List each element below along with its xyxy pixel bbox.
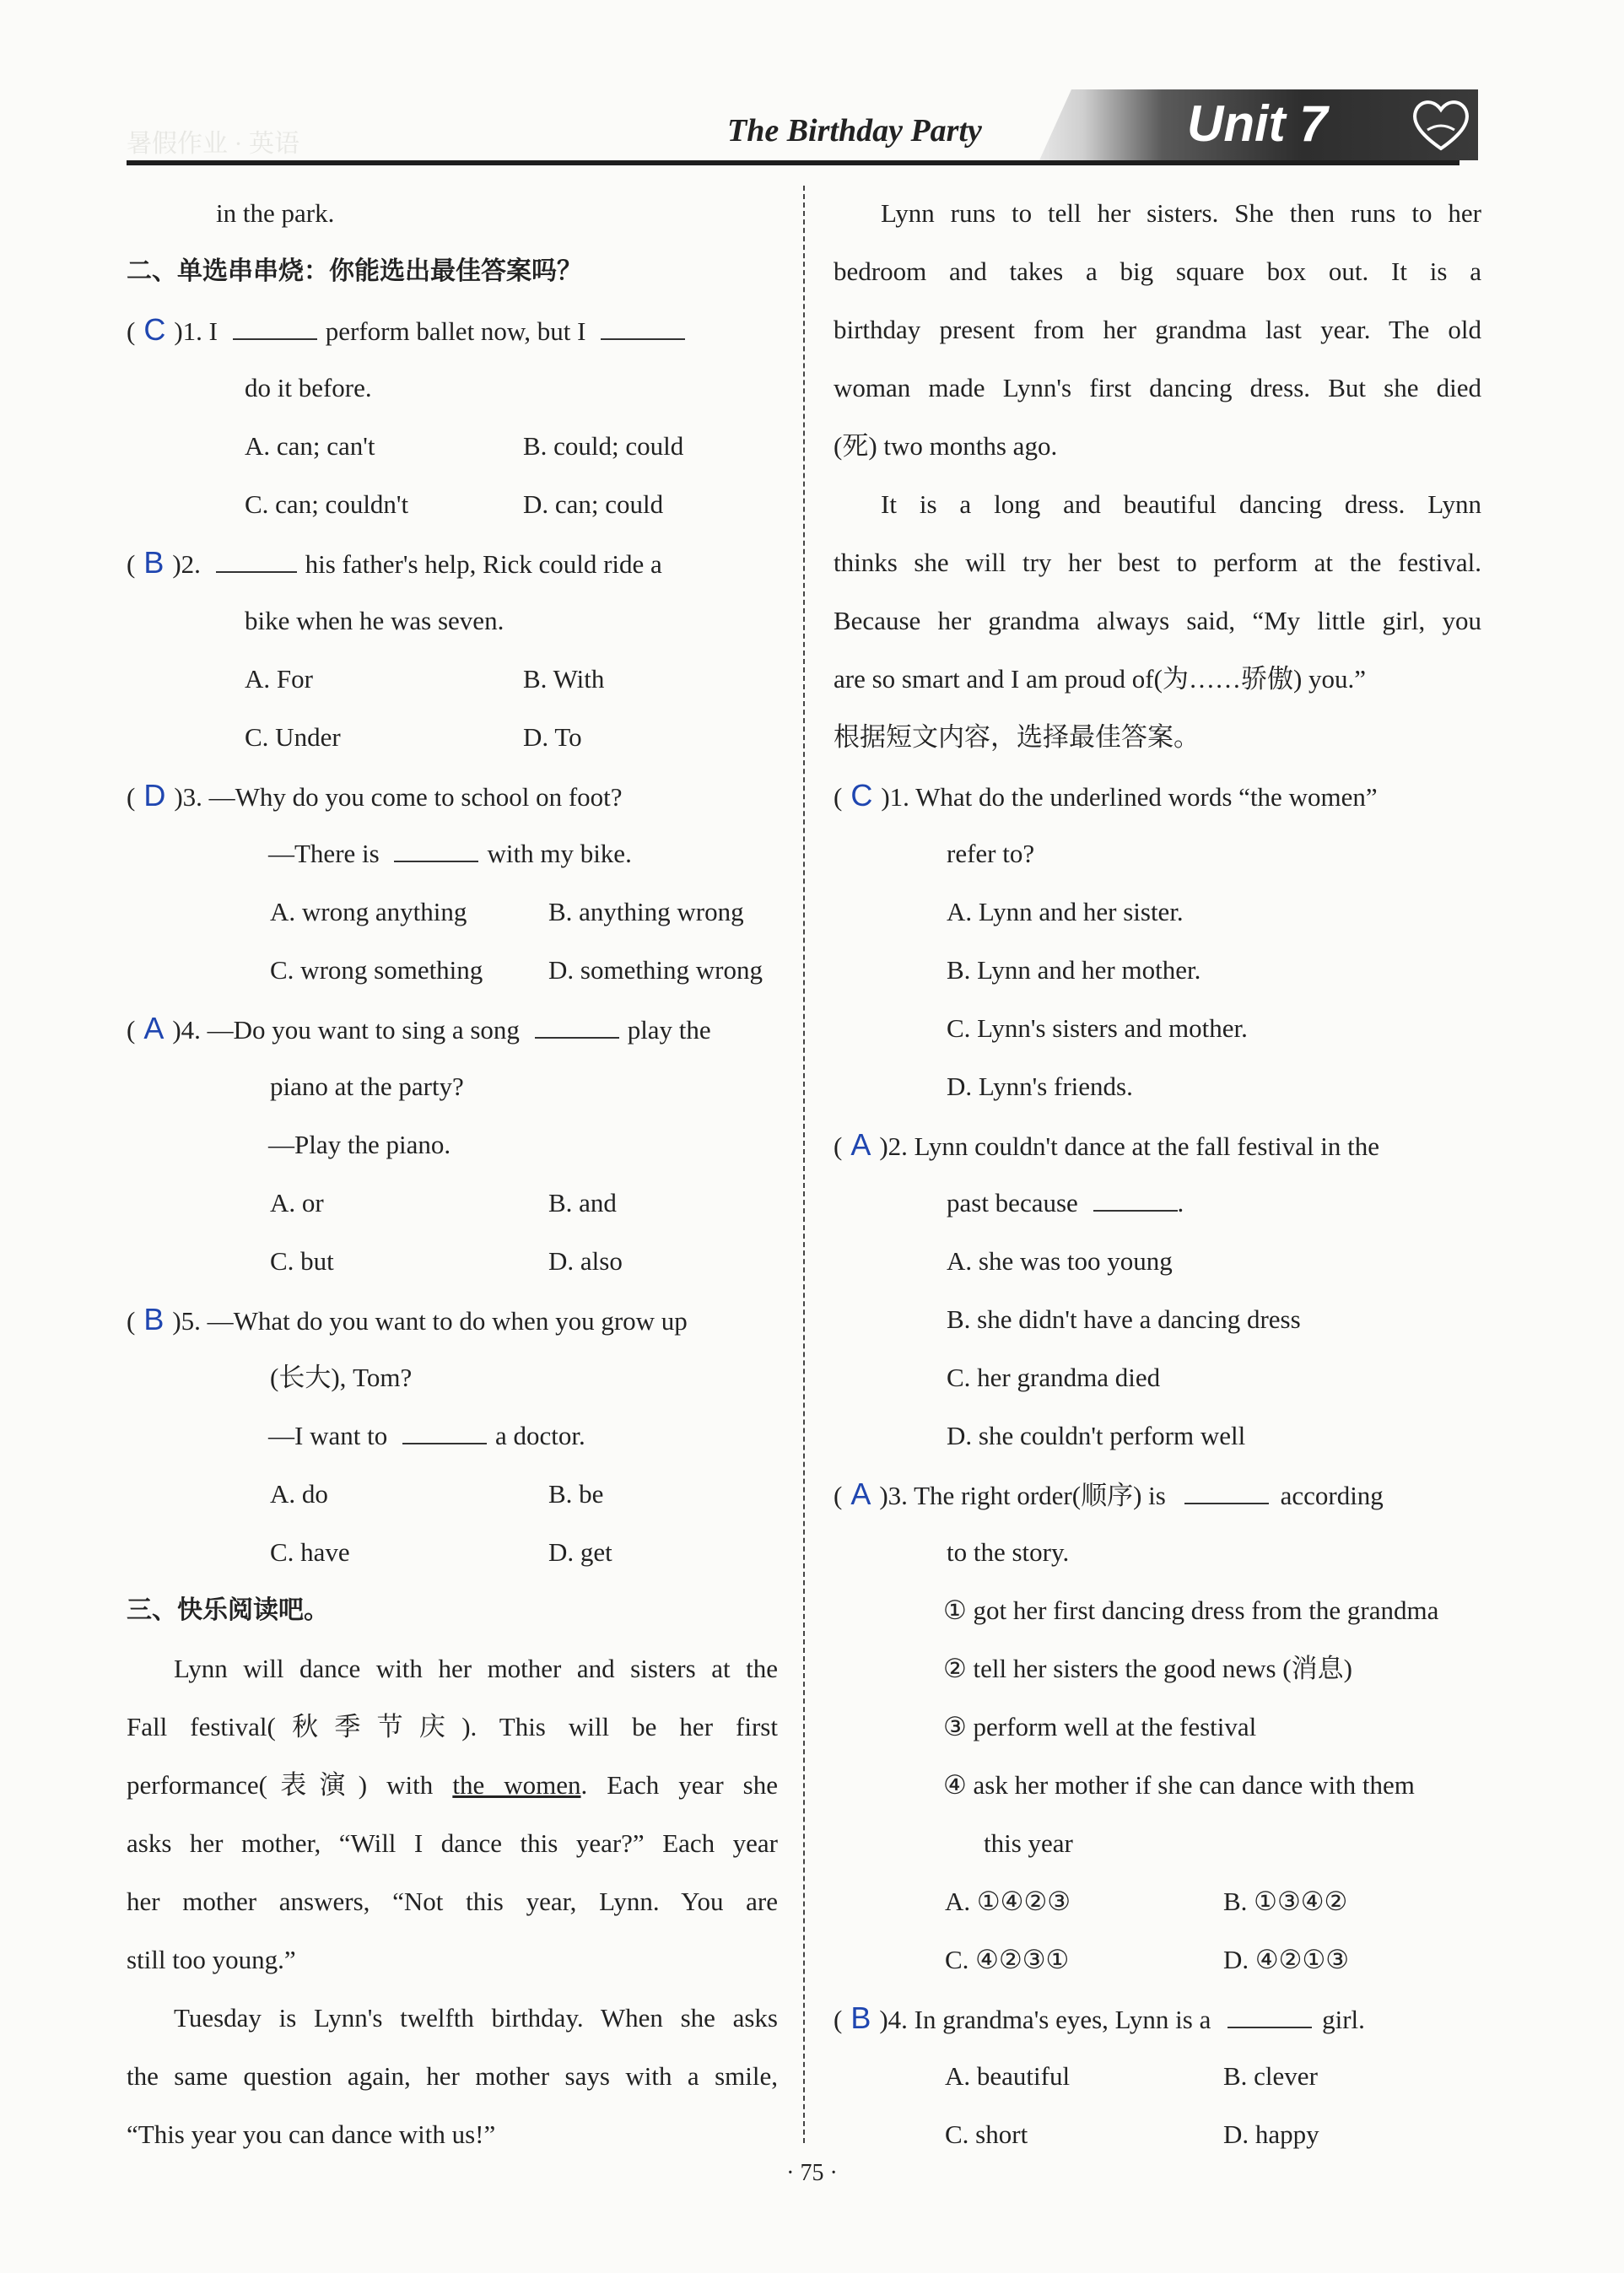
passage-line: are so smart and I am proud of(为……骄傲) you.” <box>834 664 1367 694</box>
passage-line: her mother answers, “Not this year, Lynn. You are <box>127 1887 778 1916</box>
question-2: ( B )2. his father's help, Rick could ride a <box>127 545 662 580</box>
option: D. can; could <box>523 489 664 519</box>
faint-header-text: 暑假作业 · 英语 <box>127 130 299 158</box>
option: B. anything wrong <box>548 897 744 926</box>
passage-line: the same question again, her mother says with a smile, <box>127 2061 778 2091</box>
unit-label: Unit 7 <box>1187 95 1328 152</box>
left-column <box>127 184 778 2163</box>
question-line: (长大), Tom? <box>270 1363 413 1392</box>
question-line: to the story. <box>947 1537 1070 1567</box>
text-line: in the park. <box>216 198 335 228</box>
underlined-phrase: the women <box>452 1770 581 1800</box>
option: D. To <box>523 722 582 752</box>
question-line: do it before. <box>245 373 372 402</box>
option: C. wrong something <box>270 955 483 985</box>
option: A. wrong anything <box>270 897 467 926</box>
question-line: refer to? <box>947 839 1035 868</box>
question-1: ( C )1. I perform ballet now, but I <box>127 300 778 359</box>
question-line: bike when he was seven. <box>245 606 504 635</box>
option: A. For <box>245 664 313 694</box>
question-line: past because . <box>947 1188 1184 1217</box>
option: B. Lynn and her mother. <box>947 955 1201 985</box>
option: D. ④②①③ <box>1223 1945 1350 1974</box>
option: D. also <box>548 1246 623 1276</box>
option: B. could; could <box>523 431 684 461</box>
passage-line: Because her grandma always said, “My little girl, you <box>834 606 1481 635</box>
passage-line: asks her mother, “Will I dance this year?” Each year <box>127 1828 778 1858</box>
order-item: ③ perform well at the festival <box>943 1712 1257 1741</box>
page-title: The Birthday Party <box>727 113 982 148</box>
answer-mark: A <box>850 1477 871 1511</box>
passage-line: Fall festival(秋季节庆). This will be her first <box>127 1712 778 1741</box>
answer-mark: B <box>143 545 165 580</box>
option: A. beautiful <box>945 2061 1071 2091</box>
passage-line: woman made Lynn's first dancing dress. But she died <box>834 373 1481 402</box>
option: B. and <box>548 1188 617 1217</box>
passage-line: Lynn will dance with her mother and sisters at the <box>174 1654 778 1683</box>
answer-blank <box>402 1421 487 1444</box>
question-4: ( A )4. —Do you want to sing a song play the <box>127 1011 711 1045</box>
passage-line: “This year you can dance with us!” <box>127 2119 496 2149</box>
answer-blank <box>1093 1188 1178 1212</box>
option: B. she didn't have a dancing dress <box>947 1304 1301 1334</box>
option: D. something wrong <box>548 955 763 985</box>
section-heading: 二、单选串串烧：你能选出最佳答案吗？ <box>127 256 582 286</box>
option: A. or <box>270 1188 324 1217</box>
option: D. Lynn's friends. <box>947 1072 1133 1101</box>
answer-blank <box>1227 2005 1312 2028</box>
passage-line: thinks she will try her best to perform at the festival. <box>834 548 1481 577</box>
answer-mark: C <box>143 312 166 347</box>
answer-blank <box>535 1015 619 1039</box>
answer-mark: C <box>850 778 873 813</box>
reading-question-4: ( B )4. In grandma's eyes, Lynn is a girl. <box>834 2000 1365 2035</box>
option: C. Lynn's sisters and mother. <box>947 1013 1248 1043</box>
option: D. happy <box>1223 2119 1319 2149</box>
option: C. ④②③① <box>945 1945 1070 1974</box>
order-item: this year <box>984 1828 1073 1858</box>
order-item: ② tell her sisters the good news (消息) <box>943 1654 1352 1683</box>
option: C. Under <box>245 722 341 752</box>
option: B. With <box>523 664 605 694</box>
option: B. be <box>548 1479 604 1509</box>
page-number: · 75 · <box>786 2160 838 2186</box>
right-column <box>834 184 1481 2163</box>
answer-mark: B <box>143 1302 165 1336</box>
passage-line: It is a long and beautiful dancing dress. Lynn <box>881 489 1481 519</box>
option: A. can; can't <box>245 431 375 461</box>
answer-blank <box>233 316 317 340</box>
passage-line: (死) two months ago. <box>834 431 1058 461</box>
reading-question-3: ( A )3. The right order(顺序) is according <box>834 1477 1384 1511</box>
question-3: ( D )3. —Why do you come to school on foot? <box>127 778 623 813</box>
question-5: ( B )5. —What do you want to do when you grow up <box>127 1302 688 1336</box>
option: A. she was too young <box>947 1246 1173 1276</box>
section-heading: 三、快乐阅读吧。 <box>127 1595 329 1625</box>
passage-line: Lynn runs to tell her sisters. She then runs to her <box>881 198 1481 228</box>
passage-line: bedroom and takes a big square box out. It is a <box>834 256 1481 286</box>
unit-banner <box>1039 89 1478 160</box>
option: C. her grandma died <box>947 1363 1161 1392</box>
answer-mark: B <box>850 2000 871 2035</box>
passage-line: Tuesday is Lynn's twelfth birthday. When she asks <box>174 2003 778 2033</box>
answer-mark: D <box>143 778 166 813</box>
passage-line: birthday present from her grandma last year. The old <box>834 315 1481 344</box>
option: C. have <box>270 1537 350 1567</box>
answer-blank <box>1184 1481 1269 1504</box>
question-line: —There is with my bike. <box>268 839 632 868</box>
option: A. Lynn and her sister. <box>947 897 1184 926</box>
question-line: piano at the party? <box>270 1072 464 1101</box>
answer-mark: A <box>143 1011 165 1045</box>
header-rule <box>127 160 1459 165</box>
instruction-line: 根据短文内容，选择最佳答案。 <box>834 722 1200 752</box>
order-item: ④ ask her mother if she can dance with them <box>943 1770 1415 1800</box>
option: D. she couldn't perform well <box>947 1421 1246 1450</box>
option: B. clever <box>1223 2061 1318 2091</box>
option: B. ①③④② <box>1223 1887 1348 1916</box>
answer-blank <box>601 316 685 340</box>
order-item: ① got her first dancing dress from the grandma <box>943 1595 1439 1625</box>
question-line: —I want to a doctor. <box>268 1421 585 1450</box>
answer-blank <box>216 549 297 573</box>
column-divider <box>803 186 805 2143</box>
heart-logo-icon <box>1411 96 1471 152</box>
option: C. but <box>270 1246 334 1276</box>
option: A. do <box>270 1479 328 1509</box>
question-line: —Play the piano. <box>268 1130 451 1159</box>
option: D. get <box>548 1537 612 1567</box>
passage-line: still too young.” <box>127 1945 296 1974</box>
answer-blank <box>394 839 478 862</box>
passage-line: performance(表演) with the women. Each year she <box>127 1770 778 1800</box>
answer-mark: A <box>850 1127 871 1162</box>
reading-question-2: ( A )2. Lynn couldn't dance at the fall festival in the <box>834 1127 1380 1162</box>
reading-question-1: ( C )1. What do the underlined words “the women” <box>834 778 1378 813</box>
option: C. short <box>945 2119 1028 2149</box>
option: C. can; couldn't <box>245 489 409 519</box>
option: A. ①④②③ <box>945 1887 1071 1916</box>
